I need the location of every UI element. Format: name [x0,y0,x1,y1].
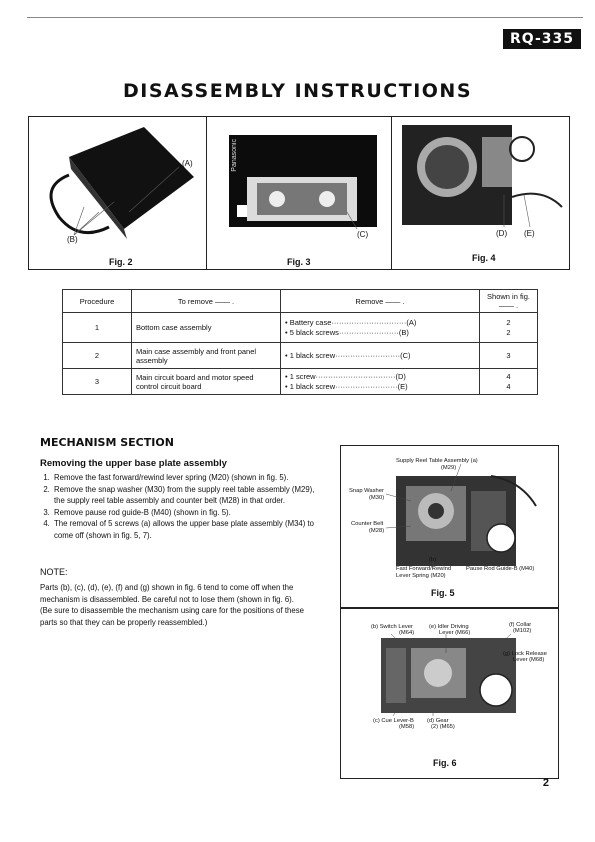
fig-cell [480,343,538,369]
page-title: DISASSEMBLY INSTRUCTIONS [122,80,473,102]
remove-item: • Battery case······························(A) [285,317,417,327]
fig5-label: (b) [429,557,437,563]
fig5-label: (M28) [369,528,385,534]
fig6-label: (d) Gear [427,718,449,724]
to-remove-cell: Main case assembly and front panel assembly [132,343,281,369]
fig2-label-a: (A) [182,159,193,168]
fig6-label: (M64) [399,630,415,636]
header-rule [27,17,583,18]
table-row [63,313,538,343]
to-remove-cell: Main circuit board and motor speed control circuit board [132,369,281,395]
fig6-caption: Fig. 6 [433,758,457,768]
fig2-illustration [29,117,206,269]
fig6-label: (M102) [513,628,532,634]
section-heading: MECHANISM SECTION [40,436,174,449]
fig6-label: (b) Switch Lever [371,624,413,630]
fig-cell [480,313,538,343]
remove-item: • 5 black screws························(B) [285,327,409,337]
table-row [63,343,538,369]
remove-cell [281,313,480,343]
fig3-caption: Fig. 3 [287,257,311,267]
procedure-table [62,289,538,395]
col-remove: Remove —— . [281,290,480,313]
figure-3 [207,117,391,269]
to-remove-cell: Bottom case assembly [132,313,281,343]
col-shown-in-fig: Shown in fig. —— . [480,290,538,313]
fig-ref: 2 [506,327,511,337]
fig5-label: Pause Rod Guide-B (M40) [466,566,535,572]
remove-cell [281,343,480,369]
remove-item: • 1 black screw·························(E) [285,381,408,391]
fig6-label: (2) (M65) [431,724,455,730]
procedure-number: 2 [63,343,132,369]
figure-6 [340,607,559,779]
fig2-label-b: (B) [67,235,78,244]
steps-list [40,472,322,541]
fig-ref: 3 [506,350,511,360]
fig5-label: (M30) [369,495,385,501]
step-item: 4. The removal of 5 screws (a) allows the upper base plate assembly (M34) to come off (shown in fig. 5, 7). [52,518,322,541]
remove-cell [281,369,480,395]
note-heading: NOTE: [40,567,68,577]
figure-5 [340,445,559,609]
table-header-row [63,290,538,313]
step-item: 3. Remove pause rod guide-B (M40) (shown in fig. 5). [52,507,322,519]
fig6-label: Lever (M66) [439,630,471,636]
page-number: 2 [542,777,549,789]
fig6-label: (M58) [399,724,415,730]
fig5-label: (M29) [441,465,457,471]
fig-ref: 4 [506,371,511,381]
fig3-label-c: (C) [357,230,369,239]
fig5-label: Counter Belt [351,521,384,527]
col-procedure: Procedure [63,290,132,313]
fig4-label-d: (D) [496,229,508,238]
fig6-label: Lever (M68) [513,657,545,663]
step-item: 1. Remove the fast forward/rewind lever spring (M20) (shown in fig. 5). [52,472,322,484]
model-badge: RQ-335 [503,29,581,49]
fig5-caption: Fig. 5 [431,588,455,598]
fig4-illustration [392,117,569,269]
remove-item: • 1 black screw··························(C) [285,350,411,360]
fig3-brand-text: Panasonic [231,139,238,172]
table-row [63,369,538,395]
subsection-heading: Removing the upper base plate assembly [40,458,227,469]
note-text: Parts (b), (c), (d), (e), (f) and (g) shown in fig. 6 tend to come off when the mechanism is disassembled. Be careful not to lose them (shown in fig. 6). (Be sure to disassemble the mechanism using care for the positions of these parts so that they can be properly reassembled.) [40,583,304,627]
fig5-label: Lever Spring (M20) [396,573,446,579]
fig6-label: (g) Lock Release [503,651,547,657]
fig6-label: (f) Collar [509,622,532,628]
procedure-number: 1 [63,313,132,343]
col-to-remove: To remove —— . [132,290,281,313]
fig2-caption: Fig. 2 [109,257,133,267]
fig6-label: (c) Cue Lever-B [373,718,414,724]
fig-cell [480,369,538,395]
fig5-label: Snap Washer [349,488,384,494]
remove-item: • 1 screw································(D) [285,371,406,381]
top-figures-box [28,116,570,270]
figure-4 [392,117,569,269]
figure-2 [29,117,206,269]
fig-ref: 4 [506,381,511,391]
fig4-caption: Fig. 4 [472,253,496,263]
fig-ref: 2 [506,317,511,327]
fig5-label: Supply Reel Table Assembly (a) [396,458,478,464]
procedure-number: 3 [63,369,132,395]
fig5-label: Fast Forward/Rewind [396,566,452,572]
step-item: 2. Remove the snap washer (M30) from the supply reel table assembly (M29), the supply reel table assembly and counter belt (M28) in that order. [52,484,322,507]
fig4-label-e: (E) [524,229,535,238]
fig6-label: (e) Idler Driving [429,624,469,630]
